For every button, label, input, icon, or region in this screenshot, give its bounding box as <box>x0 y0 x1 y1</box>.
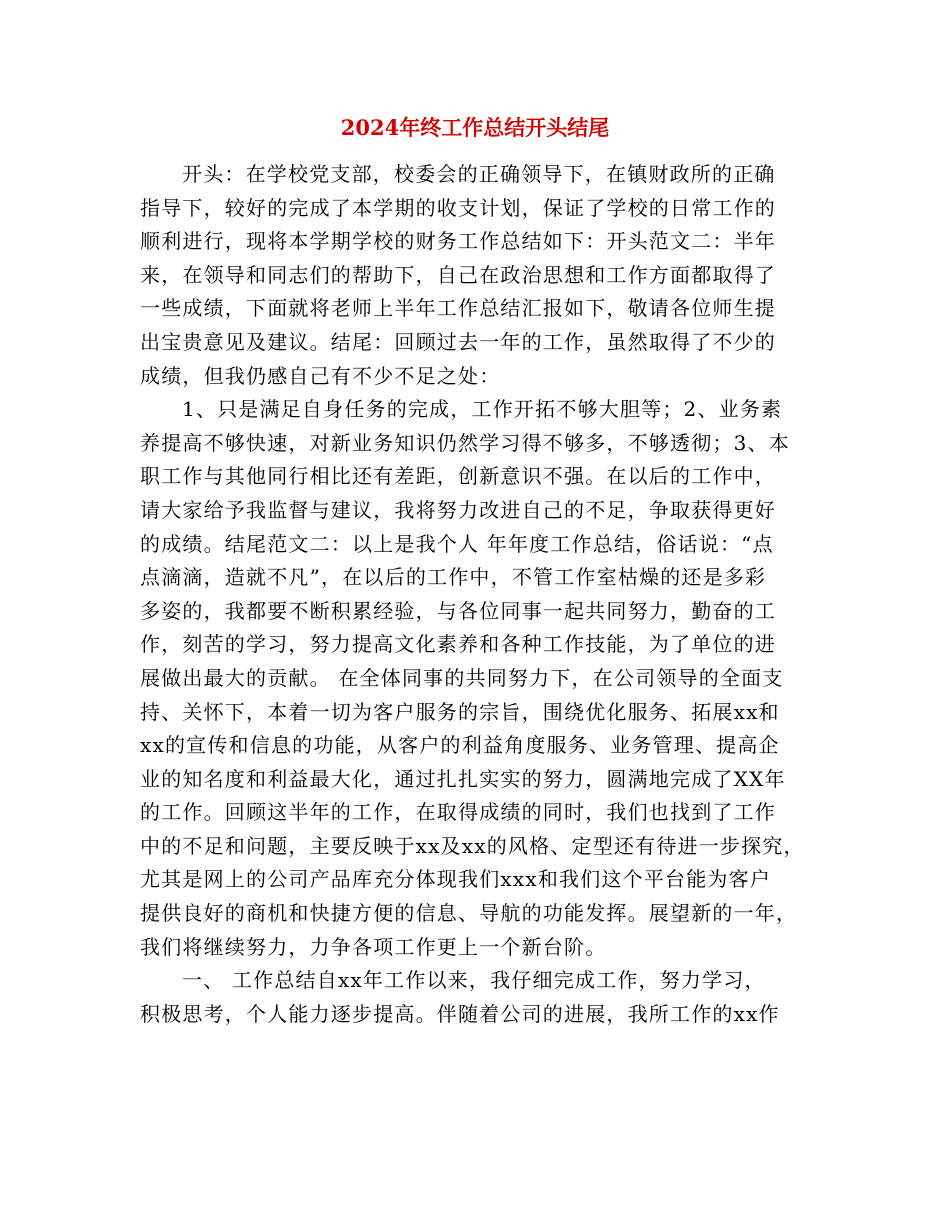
text-line: xx的宣传和信息的功能，从客户的利益角度服务、业务管理、提高企 <box>140 733 780 758</box>
text-line: 一些成绩，下面就将老师上半年工作总结汇报如下，敬请各位师生提 <box>140 296 776 321</box>
text-line: 多姿的，我都要不断积累经验，与各位同事一起共同努力，勤奋的工 <box>140 598 776 623</box>
text-line: 职工作与其他同行相比还有差距，创新意识不强。在以后的工作中， <box>140 464 776 489</box>
text-line: 1、只是满足自身任务的完成，工作开拓不够大胆等；2、业务素 <box>182 397 783 422</box>
text-line: 的成绩。结尾范文二：以上是我个人 年年度工作总结，俗话说：“点 <box>140 531 774 556</box>
text-line: 出宝贵意见及建议。结尾：回顾过去一年的工作，虽然取得了不少的 <box>140 329 776 354</box>
text-line: 一、 工作总结自xx年工作以来，我仔细完成工作，努力学习， <box>182 968 766 993</box>
text-line: 养提高不够快速，对新业务知识仍然学习得不够多，不够透彻；3、本 <box>140 430 790 455</box>
document-title: 2024年终工作总结开头结尾 <box>340 115 610 140</box>
text-line: 提供良好的商机和快捷方便的信息、导航的功能发挥。展望新的一年， <box>140 901 798 926</box>
text-line: 作，刻苦的学习，努力提高文化素养和各种工作技能，为了单位的进 <box>140 632 776 657</box>
text-line: 中的不足和问题，主要反映于xx及xx的风格、定型还有待进一步探究， <box>140 833 805 858</box>
text-line: 点滴滴，造就不凡”，在以后的工作中，不管工作室枯燥的还是多彩 <box>140 565 767 590</box>
document-body <box>140 158 820 1031</box>
paragraph <box>140 964 820 1031</box>
paragraph <box>140 158 820 393</box>
text-line: 我们将继续努力，力争各项工作更上一个新台阶。 <box>140 934 607 959</box>
paragraph <box>140 393 820 964</box>
text-line: 顺利进行，现将本学期学校的财务工作总结如下：开头范文二：半年 <box>140 229 776 254</box>
text-line: 请大家给予我监督与建议，我将努力改进自己的不足，争取获得更好 <box>140 497 776 522</box>
text-line: 的工作。回顾这半年的工作，在取得成绩的同时，我们也找到了工作 <box>140 800 776 825</box>
text-line: 持、关怀下，本着一切为客户服务的宗旨，围绕优化服务、拓展xx和 <box>140 699 780 724</box>
text-line: 开头：在学校党支部，校委会的正确领导下，在镇财政所的正确 <box>182 162 776 186</box>
text-line: 尤其是网上的公司产品库充分体现我们xxx和我们这个平台能为客户 <box>140 867 772 892</box>
text-line: 指导下，较好的完成了本学期的收支计划，保证了学校的日常工作的 <box>140 195 776 220</box>
text-line: 来，在领导和同志们的帮助下，自己在政治思想和工作方面都取得了 <box>140 262 776 287</box>
text-line: 成绩，但我仍感自己有不少不足之处： <box>140 363 501 388</box>
text-line: 业的知名度和利益最大化，通过扎扎实实的努力，圆满地完成了XX年 <box>140 766 786 791</box>
text-line: 积极思考，个人能力逐步提高。伴随着公司的进展，我所工作的xx作 <box>140 1001 780 1026</box>
text-line: 展做出最大的贡献。 在全体同事的共同努力下，在公司领导的全面支 <box>140 665 784 690</box>
